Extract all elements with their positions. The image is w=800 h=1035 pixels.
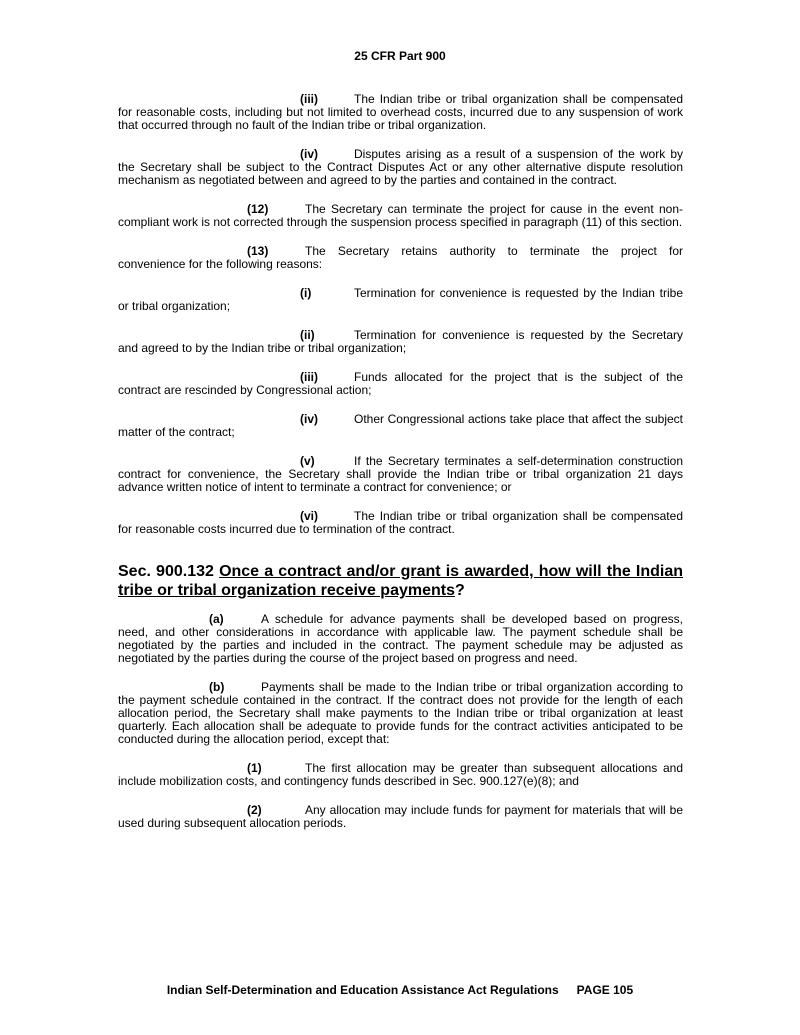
paragraph-text: The Secretary retains authority to terminate the project for convenience for the following reasons: bbox=[118, 244, 683, 271]
paragraph-label: (ii) bbox=[300, 328, 315, 342]
paragraph-a-payment-schedule bbox=[118, 613, 683, 665]
paragraph-label: (i) bbox=[300, 286, 312, 300]
paragraph-b-payments bbox=[118, 681, 683, 746]
paragraph-label: (iii) bbox=[300, 370, 318, 384]
paragraph-13-ii bbox=[118, 329, 683, 355]
paragraph-text: Termination for convenience is requested by the Secretary and agreed to by the Indian tribe or tribal organization; bbox=[118, 328, 683, 355]
paragraph-b-1 bbox=[118, 762, 683, 788]
paragraph-text: If the Secretary terminates a self-determination construction contract for convenience, the Secretary shall provide the Indian tribe or tribal organization 21 days advance written notice of intent to terminate a contract for convenience; or bbox=[118, 454, 683, 494]
paragraph-label: (1) bbox=[247, 761, 262, 775]
document-body bbox=[118, 93, 683, 846]
paragraph-12-terminate-for-cause bbox=[118, 203, 683, 229]
paragraph-13-iv bbox=[118, 413, 683, 439]
paragraph-text: Funds allocated for the project that is the subject of the contract are rescinded by Congressional action; bbox=[118, 370, 683, 397]
paragraph-label: (a) bbox=[209, 612, 224, 626]
page-footer bbox=[0, 983, 800, 997]
paragraph-13-i bbox=[118, 287, 683, 313]
paragraph-label: (vi) bbox=[300, 509, 318, 523]
paragraph-text: Other Congressional actions take place that affect the subject matter of the contract; bbox=[118, 412, 683, 439]
paragraph-text: The Indian tribe or tribal organization shall be compensated for reasonable costs incurred due to termination of the contract. bbox=[118, 509, 683, 536]
section-title: Once a contract and/or grant is awarded, how will the Indian tribe or tribal organization receive payments bbox=[118, 563, 684, 599]
paragraph-13-iii bbox=[118, 371, 683, 397]
paragraph-label: (iv) bbox=[300, 147, 318, 161]
footer-title: Indian Self-Determination and Education Assistance Act Regulations bbox=[166, 983, 559, 997]
paragraph-13-v bbox=[118, 455, 683, 494]
paragraph-label: (iii) bbox=[300, 92, 318, 106]
paragraph-label: (iv) bbox=[300, 412, 318, 426]
paragraph-label: (12) bbox=[247, 202, 269, 216]
paragraph-text: Payments shall be made to the Indian tribe or tribal organization according to the payment schedule contained in the contract. If the contract does not provide for the length of each allocation period, the Secretary shall make payments to the Indian tribe or tribal organization at least quarterly. Each allocation shall be adequate to provide funds for the contract activities anticipated to be conducted during the allocation period, except that: bbox=[118, 680, 683, 746]
paragraph-text: Any allocation may include funds for payment for materials that will be used during subsequent allocation periods. bbox=[118, 803, 683, 830]
paragraph-b-2 bbox=[118, 804, 683, 830]
section-number: Sec. 900.132 bbox=[118, 563, 214, 580]
paragraph-text: A schedule for advance payments shall be developed based on progress, need, and other considerations in accordance with applicable law. The payment schedule shall be negotiated by the parties and included in the contract. The payment schedule may be adjusted as negotiated by the parties during the course of the project based on progress and need. bbox=[118, 612, 683, 665]
paragraph-label: (b) bbox=[209, 680, 225, 694]
paragraph-text: Disputes arising as a result of a suspension of the work by the Secretary shall be subject to the Contract Disputes Act or any other alternative dispute resolution mechanism as negotiated between and agreed to by the parties and contained in the contract. bbox=[118, 147, 683, 187]
page-header: 25 CFR Part 900 bbox=[354, 49, 446, 63]
section-heading bbox=[118, 562, 683, 600]
paragraph-13-vi bbox=[118, 510, 683, 536]
page-number: PAGE 105 bbox=[576, 983, 634, 997]
paragraph-text: Termination for convenience is requested by the Indian tribe or tribal organization; bbox=[118, 286, 683, 313]
paragraph-label: (2) bbox=[247, 803, 262, 817]
paragraph-text: The first allocation may be greater than subsequent allocations and include mobilization costs, and contingency funds described in Sec. 900.127(e)(8); and bbox=[118, 761, 683, 788]
paragraph-suspension-compensation bbox=[118, 93, 683, 132]
section-question-mark: ? bbox=[454, 582, 465, 599]
paragraph-text: The Secretary can terminate the project for cause in the event non-compliant work is not corrected through the suspension process specified in paragraph (11) of this section. bbox=[118, 202, 683, 229]
paragraph-text: The Indian tribe or tribal organization shall be compensated for reasonable costs, including but not limited to overhead costs, incurred due to any suspension of work that occurred through no fault of the Indian tribe or tribal organization. bbox=[118, 92, 683, 132]
paragraph-label: (v) bbox=[300, 454, 315, 468]
paragraph-label: (13) bbox=[247, 244, 269, 258]
paragraph-13-terminate-for-convenience bbox=[118, 245, 683, 271]
paragraph-suspension-disputes bbox=[118, 148, 683, 187]
